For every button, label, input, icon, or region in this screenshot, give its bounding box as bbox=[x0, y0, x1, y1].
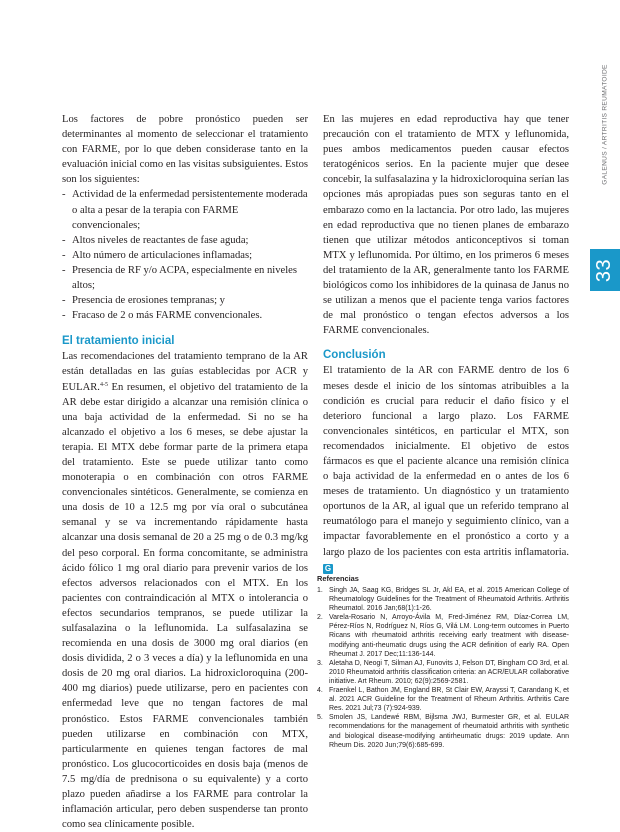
initial-treatment-paragraph bbox=[62, 349, 308, 832]
reference-item bbox=[317, 659, 569, 686]
list-item: - Fracaso de 2 o más FARME convencionales. bbox=[62, 308, 308, 323]
reference-text: Fraenkel L, Bathon JM, England BR, St Clair EW, Arayssi T, Carandang K, et al. 2021 ACR Guideline for the Treatment of Rheum Arthritis. Arthritis Care Res. 2021 Jul;73 (7):924-939. bbox=[329, 687, 569, 713]
references-heading: Referencias bbox=[317, 574, 359, 583]
section-heading-initial-treatment: El tratamiento inicial bbox=[62, 335, 175, 348]
reference-item bbox=[317, 613, 569, 658]
galenus-end-icon: G bbox=[324, 563, 332, 573]
reference-number: 4. bbox=[317, 687, 323, 695]
page-number: 33 bbox=[593, 258, 616, 282]
reference-text: Varela-Rosario N, Arroyo-Ávila M, Fred-Jiménez RM, Díaz-Correa LM, Pérez-Ríos N, Rodríguez N, Ríos G, Vilá LM. Long-term outcomes in Puerto Ricans with rheumatoid arthritis receiving early treatment with disease-modifying anti-rheumatic drugs using the ACR definition of early RA. Open Rheumat J. 2017 Dec;11:136-144. bbox=[329, 614, 569, 658]
list-item: - Alto número de articulaciones inflamadas; bbox=[62, 248, 308, 263]
reference-text: Singh JA, Saag KG, Bridges SL Jr, Akl EA, et al. 2015 American College of Rheumatology Guidelines for the Treatment of Rheumatoid Arthritis. Arthritis Rheumatol. 2016 Jan;68(1):1-26. bbox=[329, 587, 569, 613]
reference-number: 2. bbox=[317, 614, 323, 622]
reference-item bbox=[317, 586, 569, 613]
paragraph-rest: En resumen, el objetivo del tratamiento de la AR debe estar dirigido a alcanzar una remisión clínica o una baja actividad de la enfermedad. Si no se ha alcanzado el objetivo a los 6 meses, se debe ajustar la terapia. El MTX debe formar parte de la primera etapa del tratamiento. Este se puede utilizar tanto como monoterapia o en combinación con otros FARME convencionales sintéticos. Generalmente, se comienza en una dosis de 10 a 12.5 mg por vía oral o subcutánea semanal y se va incrementando rápidamente hasta alcanzar una dosis semanal de 20 a 25 mg o de 0.3 mg/kg del peso corporal. En forma concomitante, se administra ácido fólico 1 mg oral diario para prevenir varios de los efectos adversos relacionados con el MTX. En los pacientes con contraindicación al MTX o intolerancia o efectos secundarios tempranos, se puede utilizar la sulfasalazina o la leflunomida. La sulfasalazina se recomienda en una dosis de 3000 mg oral diarios (en dosis dividida, 2 o 3 veces a día) y la leflunomida en una dosis de 20 mg oral diarios. La hidroxicloroquina (200-400 mg diarios) puede utilizarse, pero en pacientes con enfermedad leve que no tengan factores de mal pronóstico. Estos FARME convencionales también pueden utilizarse en combinación con MTX, particularmente en quienes tengan factores de mal pronóstico. Los glucocorticoides en dosis baja (menos de 7.5 mg/día de prednisona o su equivalente) y a corto plazo pueden añadirse a los FARME para controlar la inflamación articular, pero deben suspenderse tan pronto como sea clínicamente posible. bbox=[62, 381, 308, 831]
reference-text: Smolen JS, Landewé RBM, Bijlsma JWJ, Burmester GR, et al. EULAR recommendations for the management of rheumatoid arthritis with synthetic and biological disease-modifying antirheumatic drugs: 2019 update. Ann Rheum Dis. 2020 Jun;79(6):685-699. bbox=[329, 714, 569, 749]
references-section bbox=[317, 574, 569, 750]
reference-number: 3. bbox=[317, 659, 323, 667]
right-column bbox=[323, 112, 569, 575]
poor-prognosis-factors-list bbox=[62, 187, 308, 323]
left-column bbox=[62, 112, 308, 832]
citation-superscript: 4-5 bbox=[99, 381, 108, 388]
reference-number: 1. bbox=[317, 587, 323, 594]
paragraph-start: Las recomendaciones del tratamiento temprano de la AR están detalladas en las guías establecidas por ACR y EULAR. bbox=[62, 351, 308, 393]
reproductive-women-paragraph: En las mujeres en edad reproductiva hay que tener precaución con el tratamiento de MTX y leflunomida, pues ambos medicamentos pueden causar efectos teratogénicos serios. En la paciente mujer que desee concebir, la sulfasalazina y la hidroxicloroquina serían las opciones más apropiadas pues son seguras tanto en el embarazo como en la lactancia. Por otro lado, las mujeres en edad reproductiva que no tienen planes de embarazo tienen que utilizar métodos anticonceptivos si toman MTX y leflunomida. Por último, en los primeros 6 meses del tratamiento de la AR, generalmente tanto los FARME biológicos como los inhibidores de la quinasa de Janus no se utilizan a menos que el paciente tenga varios factores de mal pronóstico o tengan efectos adversos a los FARME convencionales. bbox=[323, 114, 569, 337]
references-list bbox=[317, 586, 569, 750]
list-item: - Altos niveles de reactantes de fase aguda; bbox=[62, 233, 308, 248]
intro-paragraph: Los factores de pobre pronóstico pueden ser determinantes al momento de seleccionar el tratamiento con FARME, por lo que deben considerase tanto en la evaluación inicial como en las visitas subsiguientes. Estos son los siguientes: bbox=[62, 114, 308, 186]
reference-item bbox=[317, 713, 569, 749]
reference-number: 5. bbox=[317, 714, 323, 722]
conclusion-paragraph bbox=[323, 363, 569, 574]
section-heading-conclusion: Conclusión bbox=[323, 349, 386, 362]
running-header bbox=[595, 6, 615, 242]
journal-section-label: GALENUS / ARTRITIS REUMATOIDE bbox=[601, 63, 609, 185]
list-item: - Actividad de la enfermedad persistentemente moderada o alta a pesar de la terapia con FARME convencionales; bbox=[62, 187, 308, 232]
page-number-tab bbox=[590, 249, 620, 291]
reference-item bbox=[317, 686, 569, 713]
conclusion-text: El tratamiento de la AR con FARME dentro de los 6 meses desde el inicio de los síntomas atribuibles a la condición es crucial para reducir el daño físico y el deterioro funcional a largo plazo. Los FARME convencionales sintéticos, en particular el MTX, son recomendados inicialmente. El objetivo de estos fármacos es que el paciente alcance una remisión clínica o baja actividad de la enfermedad en o antes de los 6 meses de tratamiento. Un diagnóstico y un tratamiento oportunos de la AR, al igual que un referido temprano al reumatólogo para el manejo y seguimiento clínico, van a impactar favorablemente en el pronóstico a corto y a largo plazo de los pacientes con esta artritis inflamatoria. bbox=[323, 365, 569, 558]
list-item: - Presencia de RF y/o ACPA, especialmente en niveles altos; bbox=[62, 263, 308, 293]
list-item: - Presencia de erosiones tempranas; y bbox=[62, 293, 308, 308]
reference-text: Aletaha D, Neogi T, Silman AJ, Funovits J, Felson DT, Bingham CO 3rd, et al. 2010 Rheumatoid arthritis classification criteria: an ACR/EULAR collaborative initiative. Art Rheum. 2010; 62(9):2569-2581. bbox=[329, 659, 569, 685]
